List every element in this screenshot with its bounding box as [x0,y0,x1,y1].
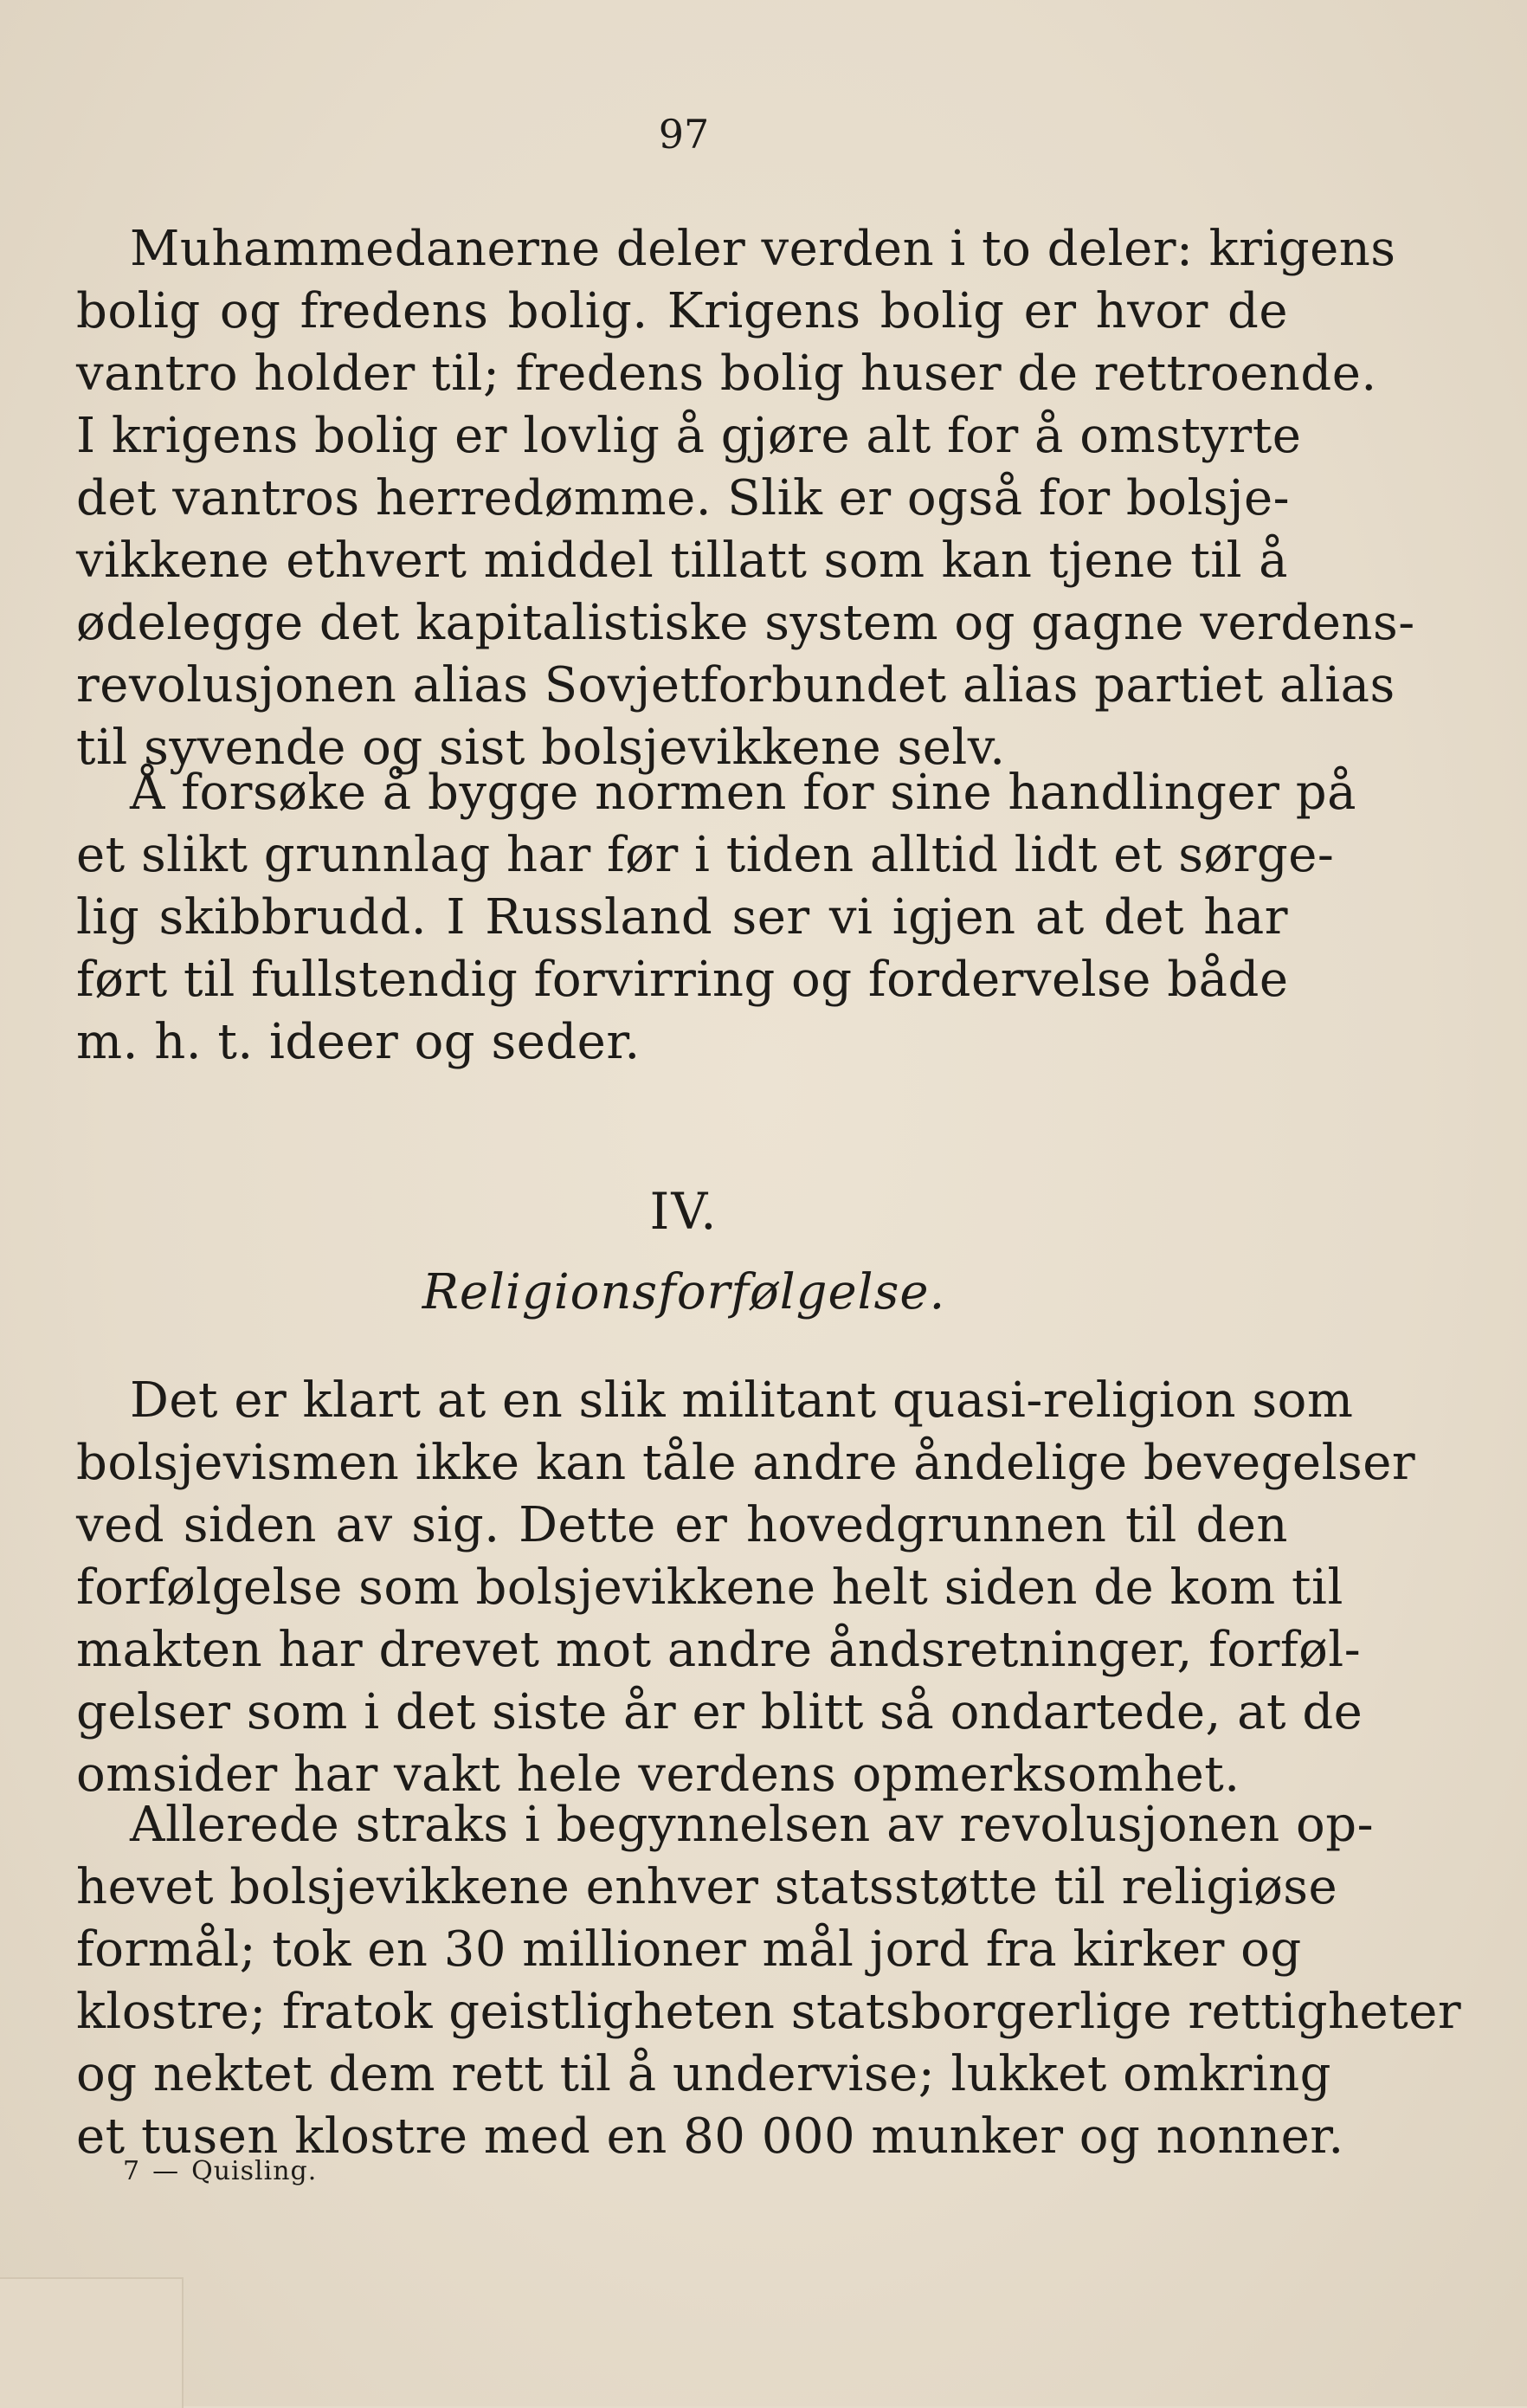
signature-sheet-number: 7 [123,2156,141,2186]
paragraph-forsoke [76,762,1356,1074]
section-title: Religionsforfølgelse. [422,1264,946,1320]
text-line: til syvende og sist bolsjevikkene selv. [76,720,1006,776]
text-line: og nektet dem rett til å undervise; lukket omkring [76,2046,1331,2102]
text-line: bolig og fredens bolig. Krigens bolig er hvor de [76,283,1288,339]
text-line: Muhammedanerne deler verden i to deler: krigens [130,221,1396,277]
paragraph-det-er-klart [76,1370,1416,1806]
text-line: klostre; fratok geistligheten statsborgerlige rettigheter [76,1984,1462,2040]
text-line: vikkene ethvert middel tillatt som kan tjene til å [76,533,1288,589]
text-line: ødelegge det kapitalistiske system og gagne verdens- [76,595,1415,651]
text-line: omsider har vakt hele verdens opmerksomhet. [76,1746,1240,1803]
text-line: forfølgelse som bolsjevikkene helt siden de kom til [76,1559,1343,1616]
paragraph-muhammedanerne [76,218,1415,779]
text-line: Allerede straks i begynnelsen av revolusjonen op- [130,1797,1375,1853]
signature-author: Quisling. [191,2156,318,2186]
text-line: vantro holder til; fredens bolig huser de rettroende. [76,345,1377,402]
text-line: det vantros herredømme. Slik er også for bolsje- [76,470,1291,526]
text-line: formål; tok en 30 millioner mål jord fra kirker og [76,1921,1302,1978]
text-line: revolusjonen alias Sovjetforbundet alias partiet alias [76,657,1395,713]
scan-edge-mark [0,2277,184,2408]
text-line: ført til fullstendig forvirring og fordervelse både [76,952,1289,1008]
text-line: et tusen klostre med en 80 000 munker og nonner. [76,2108,1344,2165]
section-numeral: IV. [649,1182,718,1241]
signature-dash: — [152,2156,180,2186]
text-line: et slikt grunnlag har før i tiden alltid lidt et sørge- [76,827,1335,883]
text-line: Det er klart at en slik militant quasi-religion som [130,1372,1354,1429]
printer-signature [123,2156,317,2186]
text-line: hevet bolsjevikkene enhver statsstøtte til religiøse [76,1859,1338,1915]
paragraph-allerede [76,1794,1462,2168]
text-line: Å forsøke å bygge normen for sine handlinger på [130,765,1356,821]
text-line: lig skibbrudd. I Russland ser vi igjen at det har [76,889,1288,946]
text-line: I krigens bolig er lovlig å gjøre alt for å omstyrte [76,408,1302,464]
text-line: ved siden av sig. Dette er hovedgrunnen til den [76,1497,1288,1553]
text-line: m. h. t. ideer og seder. [76,1014,641,1070]
text-line: bolsjevismen ikke kan tåle andre åndelige bevegelser [76,1435,1416,1491]
text-line: makten har drevet mot andre åndsretninger, forføl- [76,1622,1362,1678]
text-line: gelser som i det siste år er blitt så ondartede, at de [76,1684,1363,1740]
page-number: 97 [658,111,710,158]
